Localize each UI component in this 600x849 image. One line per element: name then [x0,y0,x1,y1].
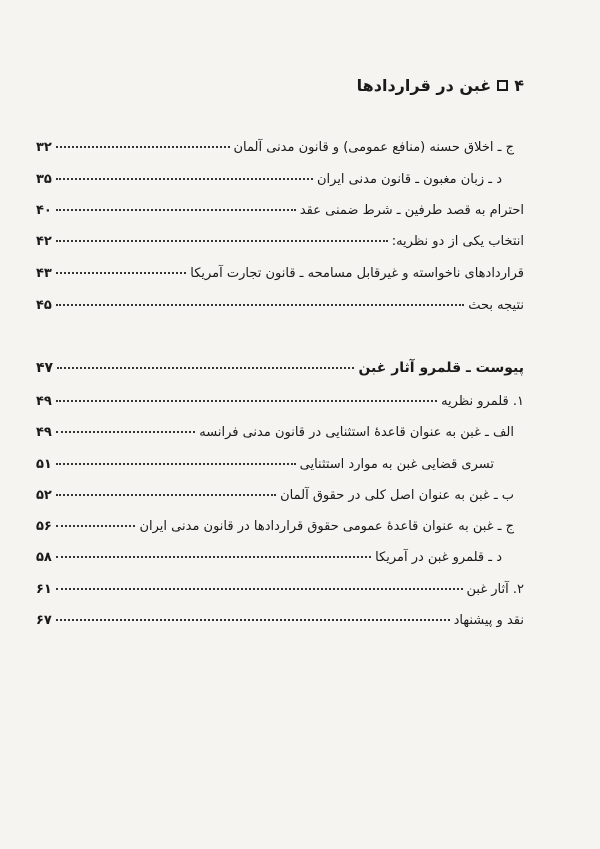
toc-entry: انتخاب یکی از دو نظریه: ۴۲ [36,234,524,249]
dot-leader [56,146,230,148]
toc-entry: نتیجه بحث ۴۵ [36,298,524,313]
dot-leader [57,367,354,369]
dot-leader [56,556,371,558]
page-header [357,76,524,95]
toc-entry: ب ـ غبن به عنوان اصل کلی در حقوق آلمان ۵۲ [36,488,514,503]
toc-section-heading: پیوست ـ قلمرو آثار غبن ۴۷ [36,360,524,376]
toc-entry: د ـ قلمرو غبن در آمریکا ۵۸ [36,550,502,565]
toc-entry: ج ـ غبن به عنوان قاعدهٔ عمومی حقوق قراردادها در قانون مدنی ایران ۵۶ [36,519,514,534]
page-number: ۴ [514,76,524,95]
dot-leader [56,272,186,274]
toc-entry: الف ـ غبن به عنوان قاعدهٔ استثنایی در قانون مدنی فرانسه ۴۹ [36,425,514,440]
toc-entry: ج ـ اخلاق حسنه (منافع عمومی) و قانون مدنی آلمان ۳۲ [36,140,514,155]
toc-entry: قراردادهای ناخواسته و غیرقابل مسامحه ـ قانون تجارت آمریکا ۴۳ [36,266,524,281]
dot-leader [56,494,276,496]
toc-entry: د ـ زبان مغبون ـ قانون مدنی ایران ۳۵ [36,172,502,187]
toc-entry: تسری قضایی غبن به موارد استثنایی ۵۱ [36,457,494,472]
dot-leader [56,209,296,211]
toc-entry: نقد و پیشنهاد ۶۷ [36,613,524,628]
square-icon [497,80,508,91]
dot-leader [56,619,450,621]
dot-leader [56,400,437,402]
dot-leader [56,178,313,180]
running-title: غبن در قراردادها [356,76,492,95]
dot-leader [56,588,463,590]
dot-leader [56,240,388,242]
dot-leader [56,463,296,465]
dot-leader [56,304,464,306]
toc-entry: ۲. آثار غبن ۶۱ [36,582,524,597]
dot-leader [56,525,136,527]
toc-entry: ۱. قلمرو نظریه ۴۹ [36,394,524,409]
toc-entry: احترام به قصد طرفین ـ شرط ضمنی عقد ۴۰ [36,203,524,218]
dot-leader [56,431,195,433]
